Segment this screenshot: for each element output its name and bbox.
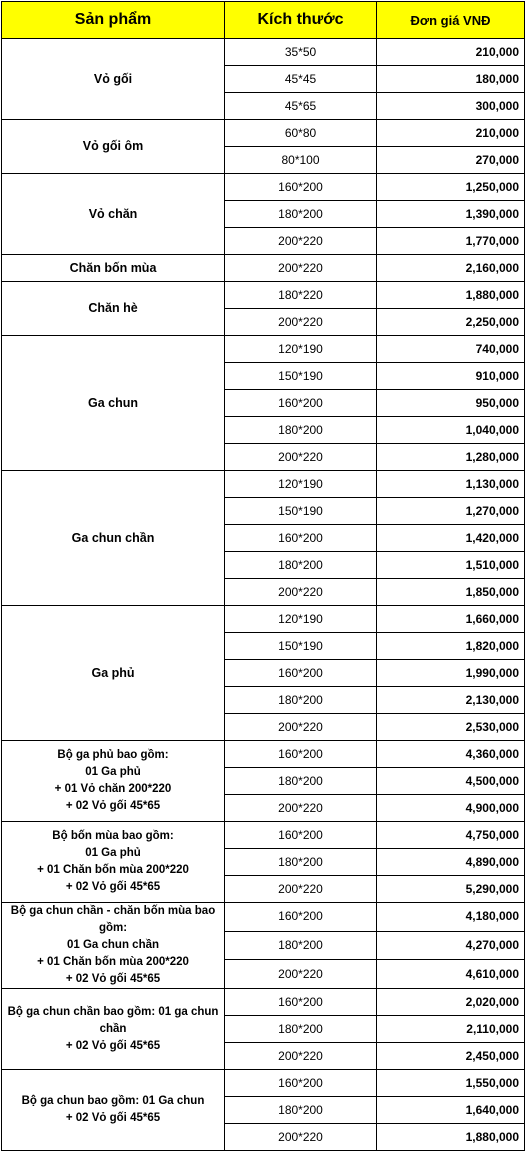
price-cell: 4,610,000 (377, 960, 525, 989)
product-name-line: + 01 Vỏ chăn 200*220 (54, 783, 172, 795)
size-cell: 200*220 (225, 876, 377, 903)
price-cell: 1,040,000 (377, 417, 525, 444)
price-cell: 1,770,000 (377, 228, 525, 255)
price-cell: 4,180,000 (377, 903, 525, 932)
size-cell: 200*220 (225, 255, 377, 282)
size-cell: 160*200 (225, 1070, 377, 1097)
size-cell: 180*200 (225, 768, 377, 795)
price-cell: 4,890,000 (377, 849, 525, 876)
size-cell: 180*200 (225, 417, 377, 444)
product-name-cell (2, 741, 225, 822)
product-name-line: Vỏ gối (93, 71, 133, 86)
product-name-cell (2, 255, 225, 282)
product-name-line: Ga chun (87, 395, 138, 410)
header-row (2, 2, 525, 39)
price-cell: 270,000 (377, 147, 525, 174)
price-cell: 2,530,000 (377, 714, 525, 741)
table-row (2, 989, 525, 1016)
product-name-line: Bộ ga chun chần - chăn bốn mùa bao (10, 905, 216, 917)
price-cell: 4,900,000 (377, 795, 525, 822)
price-cell: 950,000 (377, 390, 525, 417)
product-name-line: chần (99, 1022, 127, 1035)
size-cell: 160*200 (225, 525, 377, 552)
product-name-line: Bộ ga chun chần bao gồm: 01 ga chun (7, 1005, 219, 1018)
product-name-line: 01 Ga phủ (85, 847, 141, 859)
size-cell: 200*220 (225, 1124, 377, 1151)
product-name-cell (2, 174, 225, 255)
price-cell: 2,020,000 (377, 989, 525, 1016)
price-cell: 1,640,000 (377, 1097, 525, 1124)
product-name-cell (2, 120, 225, 174)
product-name-cell (2, 606, 225, 741)
size-cell: 200*220 (225, 579, 377, 606)
price-cell: 1,250,000 (377, 174, 525, 201)
product-name-cell (2, 282, 225, 336)
product-name-cell (2, 39, 225, 120)
price-cell: 1,850,000 (377, 579, 525, 606)
size-cell: 120*190 (225, 471, 377, 498)
header-product: Sản phẩm (2, 2, 225, 39)
product-name-line: + 02 Vỏ gối 45*65 (65, 800, 161, 812)
size-cell: 120*190 (225, 606, 377, 633)
size-cell: 160*200 (225, 822, 377, 849)
size-cell: 180*200 (225, 552, 377, 579)
price-cell: 1,280,000 (377, 444, 525, 471)
price-cell: 2,130,000 (377, 687, 525, 714)
price-cell: 180,000 (377, 66, 525, 93)
product-name-cell (2, 989, 225, 1070)
product-name-line: + 02 Vỏ gối 45*65 (65, 973, 161, 985)
product-name-line: 01 Ga phủ (85, 766, 141, 778)
table-row (2, 471, 525, 498)
size-cell: 180*200 (225, 201, 377, 228)
size-cell: 200*220 (225, 1043, 377, 1070)
price-cell: 1,660,000 (377, 606, 525, 633)
product-name-cell (2, 471, 225, 606)
size-cell: 180*200 (225, 931, 377, 960)
price-table-body (2, 39, 525, 1151)
product-name-cell (2, 1070, 225, 1151)
price-cell: 300,000 (377, 93, 525, 120)
size-cell: 200*220 (225, 309, 377, 336)
product-name-cell (2, 336, 225, 471)
price-cell: 5,290,000 (377, 876, 525, 903)
table-row (2, 282, 525, 309)
table-row (2, 39, 525, 66)
price-cell: 2,110,000 (377, 1016, 525, 1043)
table-row (2, 606, 525, 633)
product-name-line: Vỏ gối ôm (82, 139, 144, 153)
product-name-line: + 02 Vỏ gối 45*65 (65, 1112, 161, 1124)
product-name-line: Chăn hè (88, 301, 138, 315)
table-row (2, 1070, 525, 1097)
product-name-line: Bộ bốn mùa bao gồm: (52, 830, 174, 842)
size-cell: 45*65 (225, 93, 377, 120)
size-cell: 150*190 (225, 633, 377, 660)
table-row (2, 336, 525, 363)
size-cell: 180*200 (225, 687, 377, 714)
product-name-line: Ga phủ (91, 665, 135, 680)
price-table (1, 1, 525, 1151)
size-cell: 180*200 (225, 1097, 377, 1124)
price-cell: 1,880,000 (377, 1124, 525, 1151)
size-cell: 160*200 (225, 989, 377, 1016)
price-cell: 1,880,000 (377, 282, 525, 309)
price-cell: 1,550,000 (377, 1070, 525, 1097)
size-cell: 200*220 (225, 444, 377, 471)
table-row (2, 741, 525, 768)
size-cell: 80*100 (225, 147, 377, 174)
size-cell: 160*200 (225, 390, 377, 417)
price-cell: 210,000 (377, 39, 525, 66)
size-cell: 200*220 (225, 795, 377, 822)
product-name-cell (2, 903, 225, 989)
price-cell: 4,270,000 (377, 931, 525, 960)
price-cell: 1,270,000 (377, 498, 525, 525)
price-cell: 4,500,000 (377, 768, 525, 795)
price-cell: 4,750,000 (377, 822, 525, 849)
price-cell: 2,450,000 (377, 1043, 525, 1070)
size-cell: 200*220 (225, 714, 377, 741)
table-row (2, 903, 525, 932)
size-cell: 200*220 (225, 960, 377, 989)
price-cell: 1,820,000 (377, 633, 525, 660)
product-name-line: + 02 Vỏ gối 45*65 (65, 881, 161, 893)
size-cell: 150*190 (225, 498, 377, 525)
product-name-line: + 02 Vỏ gối 45*65 (65, 1039, 161, 1052)
price-cell: 4,360,000 (377, 741, 525, 768)
size-cell: 120*190 (225, 336, 377, 363)
product-name-line: + 01 Chăn bốn mùa 200*220 (37, 956, 189, 968)
size-cell: 200*220 (225, 228, 377, 255)
size-cell: 45*45 (225, 66, 377, 93)
size-cell: 160*200 (225, 660, 377, 687)
price-cell: 740,000 (377, 336, 525, 363)
product-name-line: Bộ ga phủ bao gồm: (57, 749, 169, 761)
header-size: Kích thước (225, 2, 377, 39)
size-cell: 160*200 (225, 741, 377, 768)
product-name-line: Bộ ga chun bao gồm: 01 Ga chun (21, 1095, 205, 1107)
price-cell: 1,130,000 (377, 471, 525, 498)
price-cell: 2,160,000 (377, 255, 525, 282)
product-name-line: Ga chun chần (71, 530, 155, 545)
product-name-line: Vỏ chăn (88, 206, 138, 221)
table-row (2, 822, 525, 849)
table-row (2, 255, 525, 282)
size-cell: 180*200 (225, 1016, 377, 1043)
price-cell: 210,000 (377, 120, 525, 147)
price-cell: 910,000 (377, 363, 525, 390)
price-cell: 1,420,000 (377, 525, 525, 552)
price-cell: 2,250,000 (377, 309, 525, 336)
product-name-line: Chăn bốn mùa (69, 260, 157, 275)
size-cell: 150*190 (225, 363, 377, 390)
product-name-line: gồm: (98, 922, 128, 934)
size-cell: 35*50 (225, 39, 377, 66)
product-name-cell (2, 822, 225, 903)
size-cell: 160*200 (225, 174, 377, 201)
table-row (2, 120, 525, 147)
price-cell: 1,390,000 (377, 201, 525, 228)
product-name-line: + 01 Chăn bốn mùa 200*220 (37, 864, 189, 876)
table-row (2, 174, 525, 201)
size-cell: 60*80 (225, 120, 377, 147)
product-name-line: 01 Ga chun chần (66, 939, 160, 951)
size-cell: 180*220 (225, 282, 377, 309)
size-cell: 180*200 (225, 849, 377, 876)
price-cell: 1,510,000 (377, 552, 525, 579)
size-cell: 160*200 (225, 903, 377, 932)
price-cell: 1,990,000 (377, 660, 525, 687)
header-price: Đơn giá VNĐ (377, 2, 525, 39)
